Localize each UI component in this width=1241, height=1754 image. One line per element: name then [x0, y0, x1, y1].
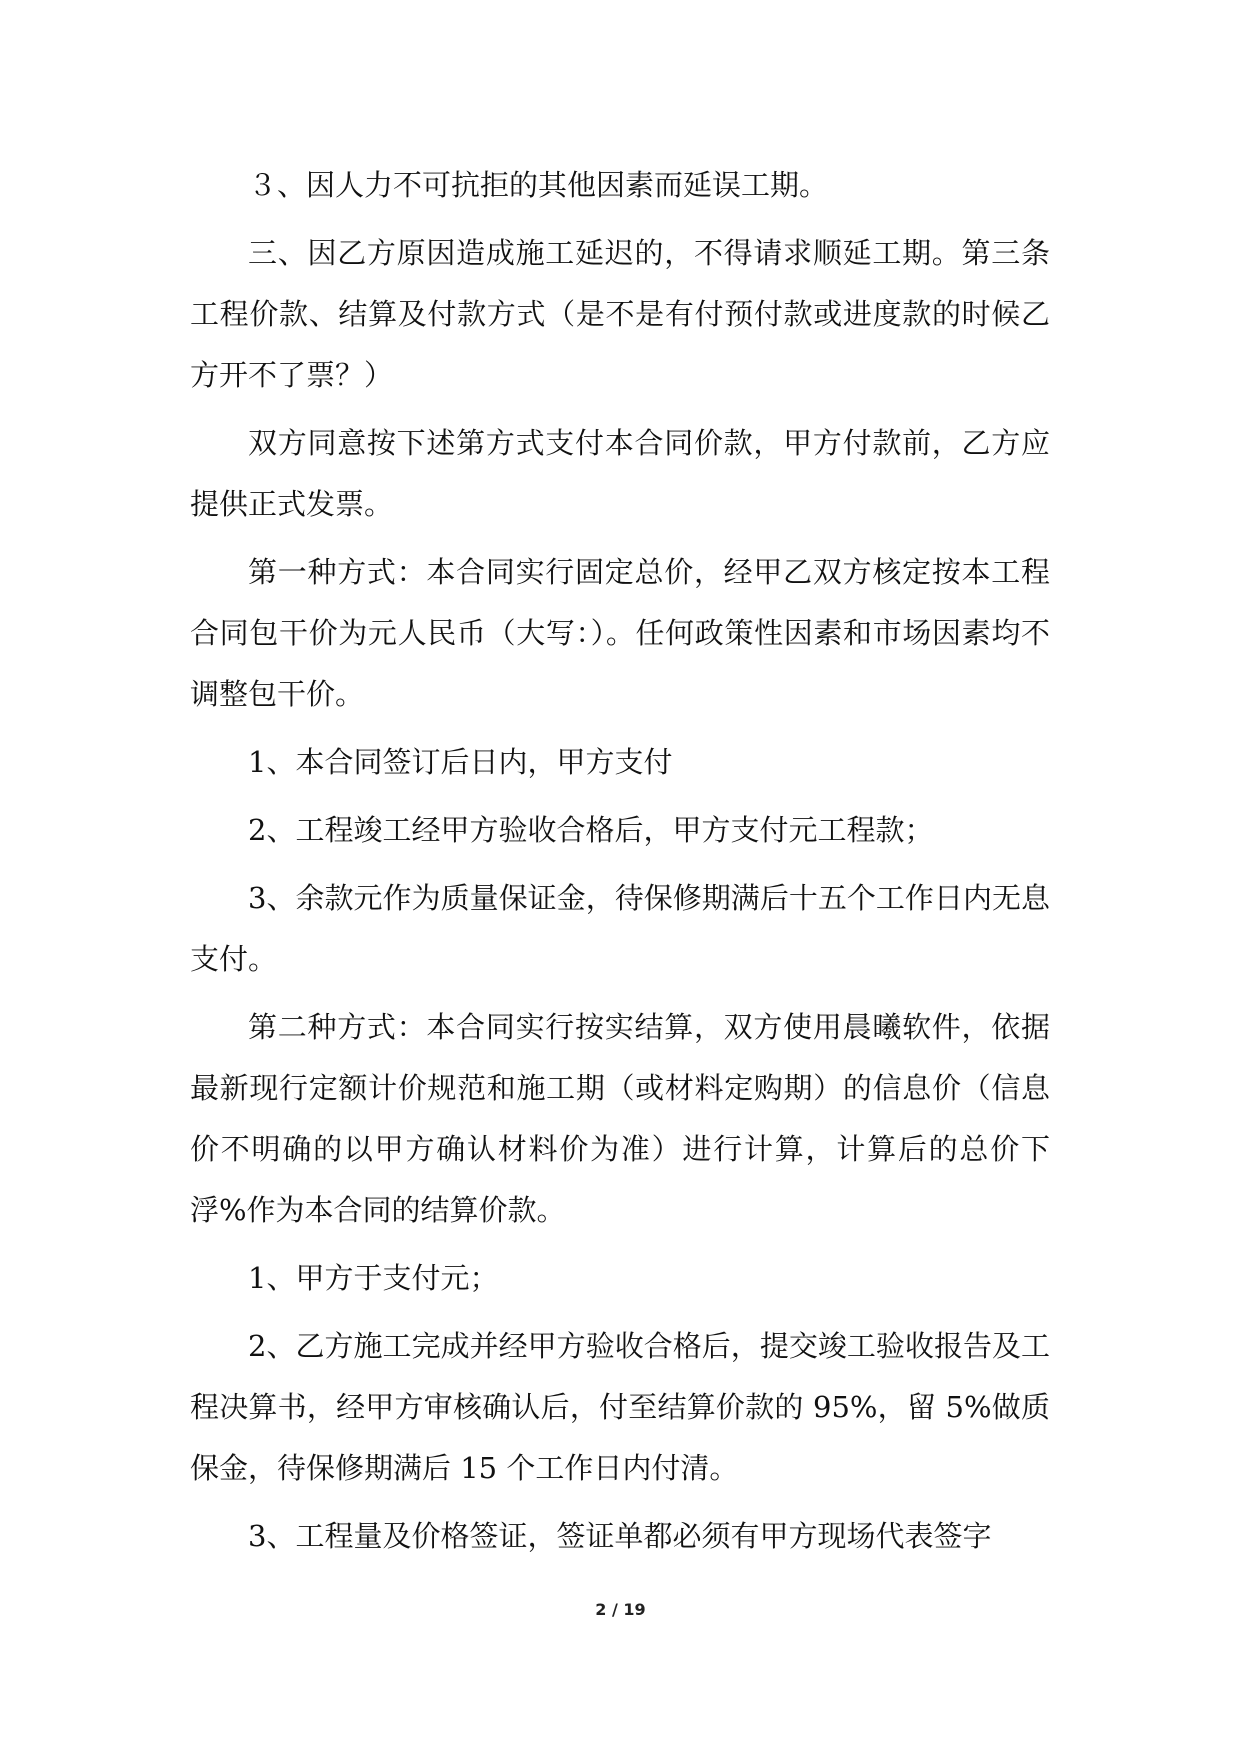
paragraph-second-item-3: 3、工程量及价格签证，签证单都必须有甲方现场代表签字 — [248, 1519, 992, 1553]
paragraph-delay-clause: 三、因乙方原因造成施工延迟的，不得请求顺延工期。第三条工程价款、结算及付款方式（是不是有付预付款或进度款的时候乙方开不了票？） — [190, 236, 1050, 392]
document-body — [190, 155, 1050, 1574]
paragraph-first-item-3: 3、余款元作为质量保证金，待保修期满后十五个工作日内无息支付。 — [190, 881, 1050, 976]
page-number: 2 / 19 — [595, 1600, 646, 1619]
paragraph-first-method: 第一种方式：本合同实行固定总价，经甲乙双方核定按本工程合同包干价为元人民币（大写：）。任何政策性因素和市场因素均不调整包干价。 — [190, 555, 1050, 711]
paragraph-payment-method: 双方同意按下述第方式支付本合同价款，甲方付款前，乙方应提供正式发票。 — [190, 426, 1050, 521]
paragraph-force-majeure: ３、因人力不可抗拒的其他因素而延误工期。 — [248, 168, 829, 202]
paragraph-second-item-1: 1、甲方于支付元； — [248, 1261, 499, 1295]
paragraph-first-item-2: 2、工程竣工经甲方验收合格后，甲方支付元工程款； — [248, 813, 934, 847]
paragraph-first-item-1: 1、本合同签订后日内，甲方支付 — [248, 745, 673, 779]
paragraph-second-item-2: 2、乙方施工完成并经甲方验收合格后，提交竣工验收报告及工程决算书，经甲方审核确认后，付至结算价款的 95%，留 5%做质保金，待保修期满后 15 个工作日内付清。 — [190, 1329, 1050, 1485]
paragraph-second-method: 第二种方式：本合同实行按实结算，双方使用晨曦软件，依据最新现行定额计价规范和施工期（或材料定购期）的信息价（信息价不明确的以甲方确认材料价为准）进行计算，计算后的总价下浮%作为本合同的结算价款。 — [190, 1010, 1050, 1227]
